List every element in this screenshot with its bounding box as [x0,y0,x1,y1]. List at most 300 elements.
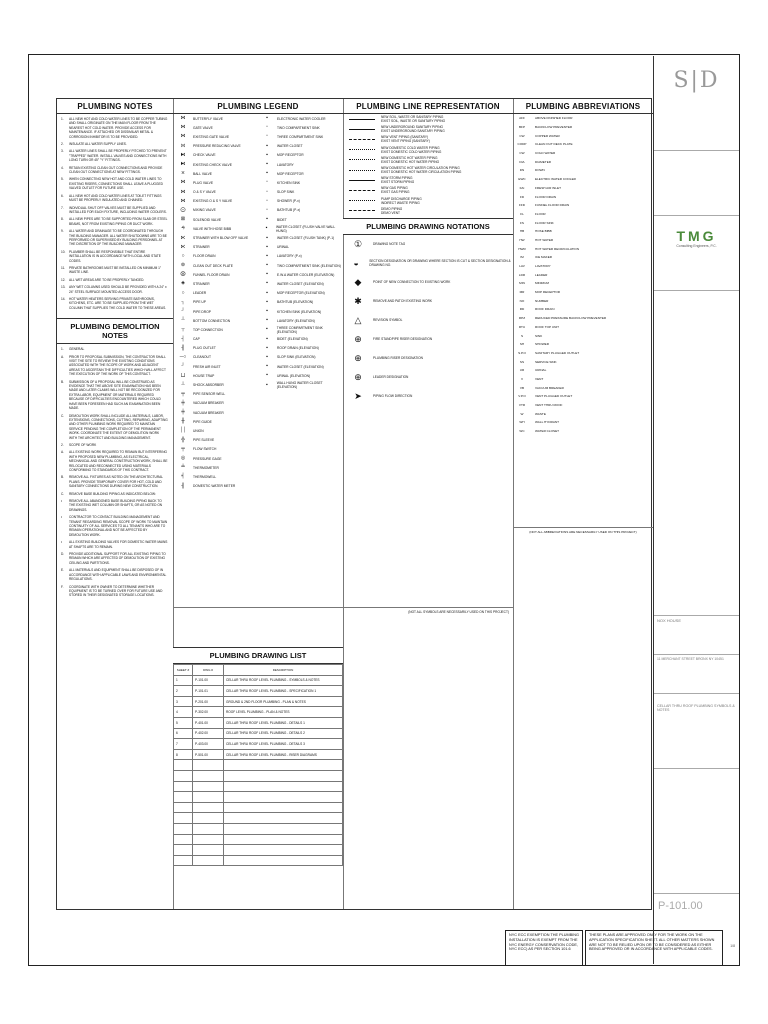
abbreviation-meaning: SINK [535,333,543,338]
drawing-notation-label: SECTION DESIGNATION OR DRAWING WHERE SECTION IS CUT & SECTION DESIGNATION & DRAWING NO. [369,259,511,268]
engineer-name: Consulting Engineers, P.C. [676,244,717,248]
drawing-list-description: CELLAR THRU ROOF LEVEL PLUMBING - DETAILS 1 [224,717,343,728]
abbreviation-row [513,357,653,366]
drawing-list-header-sheet: SHEET # [174,665,193,676]
plumbing-note-text: INSULATE ALL WATER SUPPLY LINES. [69,142,127,147]
legend-label: STRAINER WITH BLOW OFF VALVE [193,236,249,241]
legend-label: VALVE WITH HOSE BIBB [193,226,232,231]
abbreviation-meaning: HOT WATER RECIRCULATION [535,246,580,251]
legend-row [173,114,257,123]
demolition-note [61,491,168,496]
abbreviation-meaning: MOP RECEPTOR [535,290,560,295]
demolition-note [61,347,168,352]
legend-label: BOTTOM CONNECTION [193,318,231,323]
pipe-sleeve-icon: ╬ [181,436,185,443]
plumbing-note-text: ALL NEW HOT AND COLD WATER LINES TO BE COPPER TUBING AND SHALL ORIGINATE ON THE MAIN FLOOR FROM THE NEAREST HOT COLD WATER. PROVIDE ACCESS FOR MAINTENANCE. IF ATTACHED OR DISSIMILAR METAL & CORROSION INHIBITOR IS TO BE PROVIDED. [69,117,168,139]
legend-row [257,380,343,389]
shock-absorber-icon: ┴ [181,381,185,388]
demolition-note [61,475,168,489]
legend-label: FRESH AIR INLET [193,364,221,369]
abbreviation-code: RD [519,307,525,312]
wc-elev-2-icon: ▪ [266,363,268,370]
bidet-icon: ▪ [266,216,268,223]
mop-receptor-elev-icon: ▪ [266,289,268,296]
drawing-list-title: PLUMBING DRAWING LIST [173,647,343,664]
bidet-elev-icon: ▪ [266,335,268,342]
abbreviation-meaning: COPPER WATER [535,133,560,138]
plumbing-note [61,265,168,275]
abbreviation-meaning: WALL HYDRANT [535,420,560,425]
plumbing-note-text: ALL WET AREAS ARE TO BE PROPERLY TANGED. [69,277,145,282]
abbreviation-row [513,270,653,279]
legend-label: SOLENOID VALVE [193,217,222,222]
plumbing-note-text: ALL WATER LINES SHALL BE PROPERLY PITCHED TO PREVENT "TRAPPED" WATER. INSTALL VALVES AND CONNECTIONS WITH LONG TURN OR 45° "Y" FITTINGS. [69,149,167,163]
drawing-list-empty-row [174,813,343,824]
abbreviation-meaning: REDUCED PRESSURE BACKFLOW PREVENTER [535,316,607,321]
fire-standpipe-riser-icon: ⊕ [354,333,362,344]
legend-label: EXISTING GATE VALVE [193,134,230,139]
line-style-solid-icon [349,129,375,130]
abbreviation-meaning: ICE MAKER [535,255,553,260]
line-style-dashdot-icon [349,170,375,171]
legend-row [257,362,343,371]
legend-label: SLOP SINK [277,190,295,195]
drawing-list-empty-row [174,792,343,803]
legend-row [173,123,257,132]
drawing-list-dwg: P-201.00 [193,696,224,707]
gate-valve-icon: ⋈ [180,124,186,131]
funnel-floor-drain-icon: ⨂ [180,271,186,278]
line-representation-row [343,124,513,134]
legend-row [173,215,257,224]
legend-row [173,252,257,261]
legend-row [257,344,343,353]
legend-label: O & S Y VALVE [193,190,216,195]
abbreviation-code: HB [519,229,525,234]
legend-label: BUTTERFLY VALVE [193,116,223,121]
drawing-list-description: CELLAR THRU ROOF LEVEL PLUMBING - DETAILS 3 [224,739,343,750]
legend-label: PLUG OUTLET [193,346,216,351]
drawing-list-sheet: 4 [174,707,193,718]
line-style-dashdot-icon [349,200,375,201]
nyc-ecc-stamp: NYC ECC EXEMPTION THE PLUMBING INSTALLATION IS EXEMPT FROM THE NYC ENERGY CONSERVATION CODE, NYC ECC) AS PER SECTION 101.6 [505,930,583,966]
demolition-note-number: B. [61,379,65,384]
legend-footnote: (NOT ALL SYMBOLS ARE NECESSARILY USED ON THIS PROJECT) [173,607,513,616]
legend-label: BATHTUB (P-x) [277,208,301,213]
slop-sink-icon: ▫ [266,188,268,195]
legend-row [173,371,257,380]
water-closet-icon: ▪ [266,142,268,149]
wc-flush-valve-icon: ▪ [265,225,268,232]
plumbing-note-text: ALL WATER AND DRAINAGE TO BE COORDINATED THROUGH THE BUILDING MANAGER. ALL WATER SHUTDOWNS ARE TO BE PERFORMED OR SUPERVISED BY BUILDING PERSONNEL AT THE DISCRETION OF THE BUILDING MANAGER. [69,229,167,247]
abbreviations-title: PLUMBING ABBREVIATIONS [513,99,653,114]
abbreviation-code: BFP [518,125,526,130]
drawing-list-dwg: P-401.00 [193,717,224,728]
bottom-connection-icon: ┴ [181,317,185,324]
remove-and-patch-icon: ✱ [354,295,362,306]
legend-row [257,178,343,187]
abbreviation-row [513,323,653,332]
legend-label: PRESSURE REDUCING VALVE [193,144,241,149]
abbreviation-meaning: WATER CLOSET [535,429,560,434]
project-address: 11 MERCHANT STREET BRONX NY 10451 [657,657,724,661]
demolition-notes-title: PLUMBING DEMOLITION NOTES [57,318,173,344]
abbreviation-row [513,418,653,427]
legend-row [173,233,257,242]
strainer-2-icon: ◈ [181,280,185,287]
abbreviation-code: RPZ [518,316,526,321]
legend-label: THERMOWELL [193,474,217,479]
mop-receptor-2-icon: ▪ [266,170,268,177]
legend-label: SLOP SINK (ELEVATION) [277,355,316,360]
demolition-note [61,515,168,537]
abbreviation-code: VTR [518,403,526,408]
line-style-solid-icon [349,180,375,181]
lavatory-2-icon: ▪ [266,252,268,259]
abbreviation-meaning: SHOWER [535,342,549,347]
drawing-list-empty-row [174,760,343,771]
abbreviation-code: HW [519,237,525,242]
plumbing-note [61,193,168,203]
abbreviation-row [513,262,653,271]
engineer-logo: TMG [676,228,717,244]
abbreviation-row [513,244,653,253]
abbreviation-row [513,149,653,158]
legend-label: PRESSURE GAGE [193,456,222,461]
line-representation-title: PLUMBING LINE REPRESENTATION [343,99,513,114]
abbreviation-code: V [520,376,524,381]
legend-label: WATER CLOSET (ELEVATION) [277,364,324,369]
slop-sink-elev-icon: ▪ [266,353,268,360]
plumbing-notes-title: PLUMBING NOTES [57,99,173,114]
plumbing-note [61,142,168,147]
legend-row [173,436,257,445]
legend-label: MIXING VALVE [193,208,216,213]
existing-od-valve-icon: ⋈ [180,197,186,204]
abbreviation-row [513,427,653,436]
plumbing-note-number: 13. [61,285,66,290]
drawing-notation-label: PIPING FLOW DIRECTION [373,394,413,399]
kitchen-sink-elev-icon: ▪ [266,308,268,315]
legend-row [257,261,343,270]
line-style-dashdot-icon [349,159,375,160]
demolition-note-text: DEMOLITION WORK SHALL INCLUDE ALL MATERIALS, LABOR, EXTENSIONS, CONNECTIONS, CUTTING, REPAIRING, ADAPTING AND OTHER PLUMBING WORK REQUIRED TO MAINTAIN SERVICE PENDING THE COMPLETION OF THE PERMANENT WORK. COORDINATE THE EXTENT OF DEMOLITION WORK WITH THE ARCHITECT AND BUILDING MANAGEMENT. [69,413,168,440]
abbreviation-row [513,296,653,305]
plumbing-note-number: 2. [61,142,64,147]
flow-switch-icon: ╤ [181,445,185,452]
cleanout-icon: ─○ [179,353,187,360]
legend-row [173,142,257,151]
drawing-notation-row [343,254,513,273]
legend-label: GATE VALVE [193,125,213,130]
drawing-notation-row [343,235,513,254]
drawing-notation-row [343,368,513,387]
abbreviation-code: UR [519,368,525,373]
abbreviation-row [513,401,653,410]
abbreviation-row [513,288,653,297]
abbreviation-row [513,201,653,210]
drawing-list-dwg: P-501.00 [193,749,224,760]
abbreviation-row [513,392,653,401]
legend-label: PIPE DROP [193,309,211,314]
vacuum-breaker-icon: ╪ [181,399,185,406]
line-representation-label: PUMP DISCHARGE PIPING INDIRECT WASTE PIPING [381,196,422,205]
legend-label: MOP RECEPTOR (ELEVATION) [277,291,325,296]
line-representation-label: NEW DOMESTIC HOT WATER PIPING EXIST DOMESTIC HOT WATER PIPING [381,155,440,164]
plumbing-notes-list [57,117,173,310]
legend-label: LAVATORY (ELEVATION) [277,318,315,323]
line-representation-row [343,145,513,155]
abbreviation-row [513,123,653,132]
abbreviation-code: FFD [518,203,525,208]
line-representation-label: NEW STORM PIPING EXIST STORM PIPING [381,176,415,185]
line-representation-row [343,134,513,144]
abbreviation-code: CODP [517,142,527,147]
cleanout-deck-icon: ⊚ [180,262,186,269]
abbreviation-code: S [520,333,524,338]
abbreviation-meaning: FLOOR [535,211,546,216]
line-style-dashdot-icon [349,149,375,150]
abbreviations-list [513,114,653,435]
plumbing-note-text: HOT WATER HEATERS SERVING PRIVATE BATHROOMS, KITCHENS, ETC. ARE TO BE SUPPLIED FROM THE WET COLUMN THAT SUPPLIES THE COLD WATER TO THESE AREAS. [69,297,167,310]
line-representation-row [343,175,513,185]
demolition-note-number: B. [61,475,65,480]
demolition-note-text: SUBMISSION OF A PROPOSAL WILL BE CONSTRUED AS EVIDENCE THAT THE ABOVE SITE EXAMINATION HAS BEEN MADE AND LATER CLAIMS WILL NOT BE RECOGNIZED FOR EXTRA LABOR, EQUIPMENT OR MATERIALS REQUIRED BECAUSE OF DIFFICULTIES ENCOUNTERED WHICH COULD HAVE BEEN FORESEEN HAD SUCH AN EXAMINATION BEEN MADE. [69,379,161,411]
drawing-notation-label: REMOVE AND PATCH EXISTING WORK [373,299,433,304]
legend-row [257,169,343,178]
drawing-list-sheet: 8 [174,749,193,760]
union-icon: ││ [179,427,187,434]
demolition-note-number: • [61,515,63,520]
legend-label: EXISTING CHECK VALVE [193,162,232,167]
line-representation-label: NEW GAS PIPING EXIST GAS PIPING [381,186,410,195]
line-style-dashed-icon [349,190,375,191]
legend-row [173,270,257,279]
demolition-note-text: SCOPE OF WORK [69,442,97,447]
legend-label: KITCHEN SINK [277,180,301,185]
plumbing-note-text: PRIVATE BATHROOMS MUST BE INSTALLED ON MINIMUM 1" WASTE LINE. [69,265,162,275]
legend-row [173,344,257,353]
wc-flush-tank-icon: ▪ [266,234,268,241]
plumbing-note-number: 14. [61,297,66,301]
abbreviation-code: S.P.O [518,350,526,355]
abbreviation-code: SS [519,359,525,364]
legend-row [257,224,343,233]
abbreviation-meaning: DOWN [535,168,545,173]
plumbing-note-text: ANY WET COLUMNS USED SHOULD BE PROVIDED WITH A 24" x 24" STEEL SURFACE MOUNTED ACCESS DOOR. [69,285,167,294]
legend-row [257,353,343,362]
abbreviations-column [513,99,653,909]
drawing-list-description: GROUND & 2ND FLOOR PLUMBING - PLAN & NOTES [224,696,343,707]
abbreviation-meaning: HOT WATER [535,237,554,242]
legend-row [173,160,257,169]
demolition-note-text: ALL MATERIALS AND EQUIPMENT SHALL BE DISPOSED OF IN ACCORDANCE WITH APPLICABLE LAWS AND ENVIRONMENTAL REGULATIONS. [69,568,167,582]
legend-right-list [257,114,343,534]
demolition-note [61,450,168,472]
drawing-list-row [174,717,343,728]
drawing-notation-row [343,330,513,349]
sheet-number-block [654,894,739,954]
butterfly-valve-icon: ⋈ [180,115,186,122]
abbreviation-code: FAI [519,185,525,190]
legend-label: BIDET [277,217,287,222]
legend-label: FLOW SWITCH [193,447,217,452]
drawing-list-sheet: 2 [174,686,193,697]
kitchen-sink-icon: ▫ [266,179,268,186]
drawing-list-dwg: P-101.01 [193,686,224,697]
demolition-note-number: F. [61,584,64,589]
legend-row [257,279,343,288]
abbreviation-code: EWC [518,177,526,182]
approval-stamp: THESE PLANS ARE APPROVED ONLY FOR THE WORK ON THE APPLICATION SPECIFICATION SHEET. ALL OTHER MATTERS SHOWN ARE NOT TO BE RELIED UPON OR TO BE CONSIDERED AS EITHER BEING APPROVED OR IN ACCORDANCE WITH APPLICABLE CODES. [585,930,723,966]
legend-row [257,142,343,151]
plumbing-note-text: ALL NEW HOT AND COLD WATER LINES AT TOILET FITTINGS MUST BE PROPERLY INSULATED AND CHAINED. [69,193,162,203]
abbreviation-code: MR [519,290,525,295]
legend-label: THREE COMPARTMENT SINK (ELEVATION) [276,325,323,334]
abbreviation-row [513,114,653,123]
abbreviation-code: MIN [519,281,525,286]
abbreviation-meaning: FLOOR DRAIN [535,194,557,199]
legend-row [173,353,257,362]
revisions-block [654,291,739,616]
house-trap-icon: ⨆ [180,372,185,379]
drawing-list-empty-row [174,781,343,792]
legend-row [257,307,343,316]
legend-row [173,472,257,481]
legend-row [173,298,257,307]
plumbing-note [61,285,168,294]
architect-logo: S|D [673,68,720,93]
pipe-sensor-well-icon: ╤ [181,390,185,397]
demolition-note-text: COORDINATE WITH OWNER TO DETERMINE WHETHER EQUIPMENT IS TO BE TURNED OVER FOR FUTURE USE AND STORED IN THEIR DESIGNATED STORAGE LOCATIONS. [69,584,163,598]
demolition-note-number: 2. [61,442,64,447]
legend-label: URINAL (ELEVATION) [277,373,311,378]
drawing-list-row [174,686,343,697]
abbreviation-row [513,227,653,236]
legend-row [173,463,257,472]
legend-label: TWO COMPARTMENT SINK [277,125,320,130]
drawing-list-sheet: 1 [174,675,193,686]
three-compartment-sink-icon: ▫ [266,133,268,140]
abbreviation-row [513,375,653,384]
legend-label: STRAINER [193,281,210,286]
abbreviation-code: RTU [518,324,526,329]
legend-label: BATHTUB (ELEVATION) [277,300,314,305]
demolition-note-number: 1. [61,347,64,352]
demolition-note-text: ALL EXISTING WORK REQUIRED TO REMAIN BUT INTERFERING WITH PROPOSED NEW PLUMBING, AS ELECTRICAL, MECHANICAL AND GENERAL CONSTRUCTION WORK, SHALL BE RELOCATED AND RECONNECTED USING MATERIALS CONFORMING TO STANDARDS OF THIS CONTRACT. [69,450,168,472]
plumbing-note [61,297,168,310]
legend-row [173,325,257,334]
drawing-notation-label: LEADER DESIGNATION [373,375,409,380]
abbreviation-meaning: ROOF TOP UNIT [535,324,560,329]
legend-label: KITCHEN SINK (ELEVATION) [277,309,322,314]
two-compartment-sink-elev-icon: ▪ [266,262,268,269]
project-name-block [654,616,739,655]
legend-label: CAP [193,337,200,342]
plumbing-note-text: ALL NEW PIPES ARE TO BE SUPPORTED FROM SLAB OR STEEL BEAMS, NOT FROM EXISTING PIPING OR DUCT WORK. [69,217,168,226]
legend-row [257,270,343,279]
drawing-title: CELLAR THRU ROOF PLUMBING SYMBOLS & NOTES [657,704,735,712]
demolition-note [61,552,168,565]
plumbing-legend-title: PLUMBING LEGEND [173,99,343,114]
abbreviation-row [513,409,653,418]
abbreviation-code: SH [519,342,525,347]
plumbing-note [61,165,168,175]
legend-row [173,426,257,435]
drawing-list-empty-row [174,855,343,866]
floor-drain-icon: ○ [181,252,185,259]
plumbing-note-number: 9. [61,229,64,234]
abbreviation-meaning: ELECTRIC WATER COOLER [535,177,576,182]
strainer-blowoff-icon: ⋉ [180,234,186,241]
abbreviation-row [513,166,653,175]
abbreviation-row [513,175,653,184]
legend-row [257,215,343,224]
legend-label: TWO COMPARTMENT SINK (ELEVATION) [277,263,341,268]
abbreviation-code: IM [520,255,524,260]
pressure-reducing-valve-icon: ⨝ [180,142,186,149]
wc-elev-icon: ▪ [266,280,268,287]
legend-label: PLUG VALVE [193,180,214,185]
abbreviation-code: VB [519,385,525,390]
plumbing-note [61,205,168,215]
legend-label: VACUUM BREAKER [193,401,224,406]
demolition-note [61,442,168,447]
plumbing-note [61,117,168,139]
line-representation-label: NEW SOIL, WASTE OR SANITARY PIPING EXIST SOIL, WASTE OR SANITARY PIPING [381,115,446,124]
abbreviation-meaning: SERVICE SINK [535,359,557,364]
abbreviation-code: HWR [518,246,526,251]
legend-label: PIPE SLEEVE [193,438,215,443]
lavatory-icon: ▪ [266,161,268,168]
legend-label: WATER CLOSET (FLUSH TANK) (P-1) [277,236,335,241]
abbreviation-row [513,279,653,288]
drawing-list-description: CELLAR THRU ROOF LEVEL PLUMBING - SYMBOLS & NOTES [224,675,343,686]
legend-label: THREE COMPARTMENT SINK [277,134,324,139]
abbreviation-meaning: NUMBER [535,298,549,303]
drawing-list-row [174,707,343,718]
drawing-list-description: ROOF LEVEL PLUMBING - PLAN & NOTES [224,707,343,718]
drawing-list-sheet: 3 [174,696,193,707]
legend-row [257,289,343,298]
legend-row [257,316,343,325]
demolition-note-number: • [61,540,63,545]
drawing-list-empty-row [174,802,343,813]
check-valve-icon: ⧑ [180,151,186,158]
drawing-list-dwg: P-302.00 [193,707,224,718]
pipe-up-icon: ┐ [181,298,185,305]
legend-row [257,298,343,307]
legend-row [173,197,257,206]
legend-label: VACUUM BREAKER [193,410,224,415]
thermometer-icon: ╧ [181,464,185,471]
leader-icon: ○ [181,289,185,296]
abbreviation-code: FL [520,211,524,216]
plumbing-note-number: 5. [61,177,64,182]
demolition-note-text: REMOVE ALL ABANDONED BASE BUILDING PIPING BACK TO THE EXISTING WET COLUMN OR SHAFTS, OR AS NOTED ON DRAWINGS. [69,499,163,512]
legend-row [173,362,257,371]
abbreviation-meaning: MINIMUM [535,281,549,286]
legend-label: WATER CLOSET (FLUSH VALVE WALL HUNG) [275,224,336,233]
architect-block [654,56,739,151]
abbreviation-code: V.P.O [518,394,526,399]
drawing-list-dwg: P-402.00 [193,728,224,739]
drawing-notation-label: REVISION SYMBOL [373,318,403,323]
drawing-list-block [173,647,343,866]
drawing-notation-row [343,292,513,311]
drawing-notation-row [343,349,513,368]
plumbing-note [61,149,168,163]
